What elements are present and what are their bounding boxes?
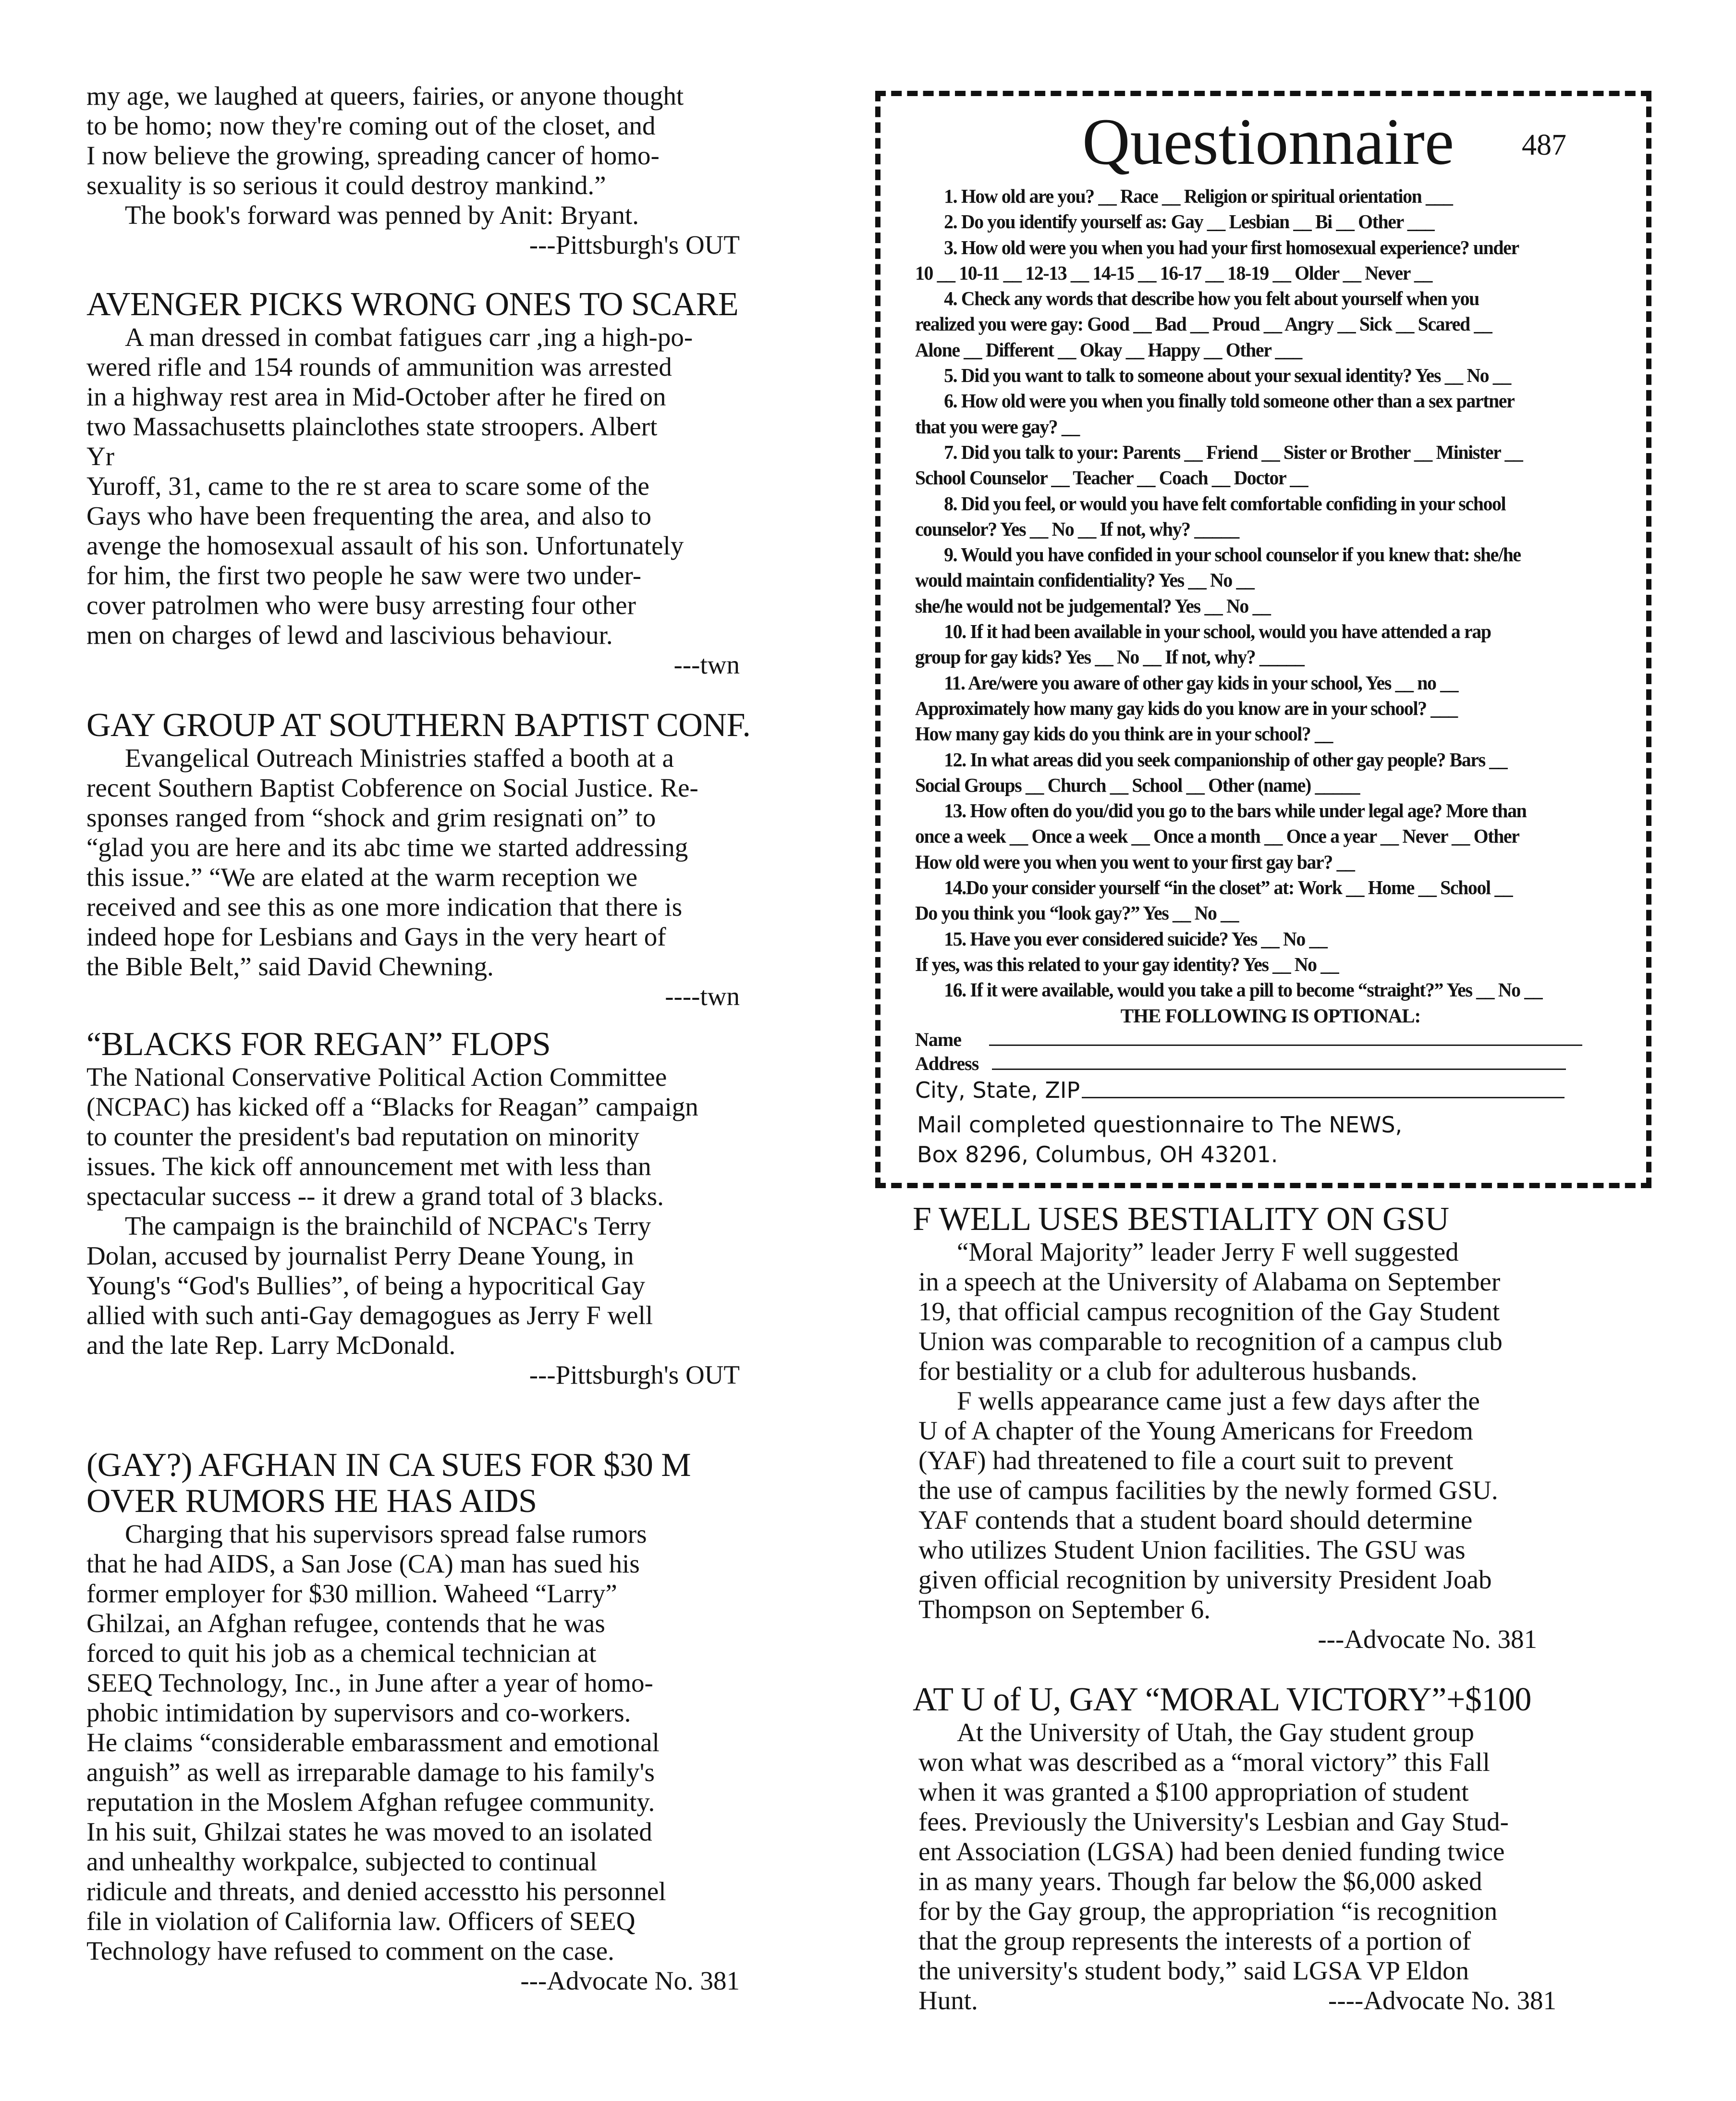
source-credit: ---Pittsburgh's OUT — [529, 230, 740, 259]
text-line: U of A chapter of the Young Americans for Freedom — [918, 1416, 1473, 1445]
question-line: Alone __ Different __ Okay __ Happy __ Other ___ — [915, 338, 1302, 361]
question-line: 12. In what areas did you seek companionship of other gay people? Bars __ — [944, 748, 1507, 771]
name-field[interactable] — [915, 1028, 1582, 1051]
headline: AVENGER PICKS WRONG ONES TO SCARE — [86, 286, 739, 323]
paragraph — [86, 322, 855, 650]
question-line: realized you were gay: Good __ Bad __ Proud __ Angry __ Sick __ Scared __ — [915, 313, 1492, 335]
text-line: spectacular success -- it drew a grand total of 3 blacks. — [86, 1181, 664, 1211]
headline: (GAY?) AFGHAN IN CA SUES FOR $30 M — [86, 1447, 691, 1484]
text-line: and unhealthy workpalce, subjected to continual — [86, 1847, 597, 1876]
text-line: Dolan, accused by journalist Perry Deane Young, in — [86, 1241, 634, 1270]
text-line: The book's forward was penned by Anit: Bryant. — [125, 200, 639, 230]
article-avenger — [86, 286, 855, 680]
text-line: this issue.” “We are elated at the warm reception we — [86, 862, 637, 892]
question-line: 7. Did you talk to your: Parents __ Friend __ Sister or Brother __ Minister __ — [944, 441, 1523, 463]
address-label: Address — [915, 1053, 979, 1074]
headline: GAY GROUP AT SOUTHERN BAPTIST CONF. — [86, 707, 751, 744]
text-line: allied with such anti-Gay demagogues as Jerry F well — [86, 1301, 653, 1330]
question-item — [915, 875, 1626, 926]
text-line: The National Conservative Political Action Committee — [86, 1062, 667, 1092]
question-line: once a week __ Once a week __ Once a month __ Once a year __ Never __ Other — [915, 825, 1519, 848]
source-credit: ----Advocate No. 381 — [1328, 1986, 1556, 2015]
text-line: for bestiality or a club for adulterous husbands. — [918, 1356, 1418, 1386]
questionnaire-questions — [915, 184, 1626, 1029]
text-line: sexuality is so serious it could destroy mankind.” — [86, 171, 606, 200]
question-line: 10 __ 10-11 __ 12-13 __ 14-15 __ 16-17 __ 18-19 __ Older __ Never __ — [915, 261, 1432, 284]
text-line: in as many years. Though far below the $6,000 asked — [918, 1867, 1482, 1896]
page-number: 487 — [1522, 129, 1566, 161]
text-line: issues. The kick off announcement met with less than — [86, 1152, 651, 1181]
question-line: 11. Are/were you aware of other gay kids in your school, Yes __ no __ — [944, 671, 1458, 694]
text-line: the university's student body,” said LGSA VP Eldon — [918, 1956, 1469, 1985]
text-line: wered rifle and 154 rounds of ammunition was arrested — [86, 352, 672, 381]
paragraph — [86, 1519, 855, 1966]
question-line: she/he would not be judgemental? Yes __ No __ — [915, 594, 1271, 617]
article-blacks-for-reagan — [86, 1026, 855, 1390]
address-field[interactable] — [915, 1052, 1566, 1075]
paragraph — [86, 1211, 855, 1360]
text-line: the Bible Belt,” said David Chewning. — [86, 952, 494, 981]
text-line: two Massachusetts plainclothes state stroopers. Albert — [86, 412, 658, 441]
headline: AT U of U, GAY “MORAL VICTORY”+$100 — [913, 1681, 1531, 1718]
text-line: that the group represents the interests of a portion of — [918, 1926, 1471, 1955]
questionnaire-title: Questionnaire — [1082, 105, 1455, 178]
question-line: 2. Do you identify yourself as: Gay __ Lesbian __ Bi __ Other ___ — [944, 210, 1434, 233]
text-line: ridicule and threats, and denied accesstto his personnel — [86, 1877, 666, 1906]
article-intro-continuation — [86, 81, 855, 260]
text-line: A man dressed in combat fatigues carr ,ing a high-po- — [125, 322, 693, 352]
text-line: to counter the president's bad reputation on minority — [86, 1122, 639, 1151]
text-line: my age, we laughed at queers, fairies, or anyone thought — [86, 81, 684, 111]
city-state-zip-field[interactable] — [915, 1077, 1565, 1103]
text-line: I now believe the growing, spreading cancer of homo- — [86, 141, 660, 170]
text-line: Ghilzai, an Afghan refugee, contends that he was — [86, 1609, 605, 1638]
text-line: recent Southern Baptist Cobference on Social Justice. Re- — [86, 773, 698, 802]
question-line: would maintain confidentiality? Yes __ No __ — [915, 569, 1254, 591]
paragraph — [86, 743, 855, 982]
source-credit: ---Advocate No. 381 — [520, 1966, 740, 1995]
text-line: Yuroff, 31, came to the re st area to scare some of the — [86, 471, 649, 501]
text-line: won what was described as a “moral victory” this Fall — [918, 1747, 1490, 1777]
text-line: The campaign is the brainchild of NCPAC's Terry — [125, 1211, 651, 1241]
text-line: 19, that official campus recognition of the Gay Student — [918, 1297, 1500, 1326]
text-line: received and see this as one more indication that there is — [86, 892, 683, 921]
question-line: Approximately how many gay kids do you know are in your school? ___ — [915, 697, 1457, 719]
question-line: 14.Do your consider yourself “in the closet” at: Work __ Home __ School __ — [944, 876, 1513, 899]
question-line: 4. Check any words that describe how you felt about yourself when you — [944, 287, 1479, 310]
text-line: In his suit, Ghilzai states he was moved to an isolated — [86, 1817, 652, 1846]
question-item — [915, 747, 1626, 799]
question-line: Do you think you “look gay?” Yes __ No __ — [915, 902, 1239, 924]
questionnaire-box — [875, 91, 1651, 1188]
text-line: phobic intimidation by supervisors and co-workers. — [86, 1698, 631, 1727]
text-line: men on charges of lewd and lascivious behaviour. — [86, 620, 613, 650]
question-item — [915, 286, 1626, 363]
article-body — [86, 1062, 855, 1360]
mail-address: Box 8296, Columbus, OH 43201. — [917, 1142, 1278, 1167]
text-line: Hunt. — [918, 1986, 978, 2015]
text-line: forced to quit his job as a chemical technician at — [86, 1638, 597, 1668]
text-line: sponses ranged from “shock and grim resignati on” to — [86, 803, 656, 832]
text-line: file in violation of California law. Officers of SEEQ — [86, 1906, 636, 1936]
text-line: indeed hope for Lesbians and Gays in the very heart of — [86, 922, 666, 951]
question-item — [915, 670, 1626, 747]
question-line: School Counselor __ Teacher __ Coach __ Doctor __ — [915, 467, 1308, 489]
text-line: Technology have refused to comment on the case. — [86, 1936, 614, 1966]
text-line: ent Association (LGSA) had been denied funding twice — [918, 1837, 1505, 1866]
headline: “BLACKS FOR REGAN” FLOPS — [86, 1026, 551, 1063]
paragraph — [86, 81, 855, 200]
question-item — [915, 209, 1626, 234]
question-line: that you were gay? __ — [915, 415, 1079, 438]
question-line: counselor? Yes __ No __ If not, why? _____ — [915, 517, 1239, 540]
question-item — [915, 798, 1626, 875]
question-item — [915, 926, 1626, 978]
article-utah-moral-victory — [913, 1682, 1652, 2015]
question-line: 3. How old were you when you had your first homosexual experience? under — [944, 236, 1519, 258]
question-line: 10. If it had been available in your school, would you have attended a rap — [944, 620, 1491, 643]
question-line: 5. Did you want to talk to someone about your sexual identity? Yes __ No __ — [944, 364, 1511, 387]
text-line: former employer for $30 million. Waheed “Larry” — [86, 1579, 617, 1608]
question-line: How many gay kids do you think are in your school? __ — [915, 723, 1333, 745]
text-line: Thompson on September 6. — [918, 1595, 1210, 1624]
optional-heading: THE FOLLOWING IS OPTIONAL: — [1120, 1004, 1421, 1027]
question-item — [915, 977, 1626, 1003]
paragraph — [918, 1237, 1652, 1386]
headline: OVER RUMORS HE HAS AIDS — [86, 1483, 537, 1520]
article-afghan-lawsuit — [86, 1447, 855, 1996]
text-line: Gays who have been frequenting the area, and also to — [86, 501, 651, 530]
text-line: cover patrolmen who were busy arresting four other — [86, 590, 636, 620]
city-state-zip-label: City, State, ZIP — [915, 1077, 1080, 1103]
address-blank[interactable] — [992, 1069, 1566, 1070]
text-line: given official recognition by university President Joab — [918, 1565, 1492, 1594]
article-gay-group-baptist — [86, 707, 855, 1011]
city-state-zip-blank[interactable] — [1082, 1097, 1565, 1098]
text-line: the use of campus facilities by the newly formed GSU. — [918, 1475, 1498, 1505]
question-line: 8. Did you feel, or would you have felt comfortable confiding in your school — [944, 492, 1506, 515]
text-line: “glad you are here and its abc time we started addressing — [86, 833, 688, 862]
question-line: Social Groups __ Church __ School __ Other (name) _____ — [915, 774, 1360, 796]
text-line: for him, the first two people he saw were two under- — [86, 561, 642, 590]
question-line: 15. Have you ever considered suicide? Yes __ No __ — [944, 927, 1327, 950]
article-body — [86, 322, 855, 650]
question-line: 1. How old are you? __ Race __ Religion or spiritual orientation ___ — [944, 185, 1453, 207]
question-line: How old were you when you went to your first gay bar? __ — [915, 850, 1355, 873]
question-item — [915, 542, 1626, 619]
article-body — [86, 743, 855, 982]
question-item — [915, 619, 1626, 670]
text-line: that he had AIDS, a San Jose (CA) man has sued his — [86, 1549, 640, 1578]
question-line: 9. Would you have confided in your school counselor if you knew that: she/he — [944, 543, 1521, 566]
text-line: fees. Previously the University's Lesbian and Gay Stud- — [918, 1807, 1509, 1836]
source-credit: ---Advocate No. 381 — [1318, 1624, 1537, 1654]
text-line: for by the Gay group, the appropriation “is recognition — [918, 1896, 1498, 1926]
question-line: group for gay kids? Yes __ No __ If not, why? _____ — [915, 646, 1304, 668]
article-falwell-gsu — [913, 1201, 1652, 1654]
source-credit: ---Pittsburgh's OUT — [529, 1360, 740, 1389]
text-line: in a highway rest area in Mid-October after he fired on — [86, 382, 666, 411]
text-line: Yr — [86, 442, 115, 471]
article-body — [86, 1519, 855, 1966]
text-line: reputation in the Moslem Afghan refugee community. — [86, 1787, 655, 1817]
text-line: F wells appearance came just a few days after the — [957, 1386, 1480, 1415]
text-line: and the late Rep. Larry McDonald. — [86, 1330, 456, 1360]
question-item — [915, 440, 1626, 491]
paragraph — [918, 1386, 1652, 1624]
source-credit: ----twn — [665, 982, 740, 1011]
text-line: who utilizes Student Union facilities. The GSU was — [918, 1535, 1466, 1564]
text-line: to be homo; now they're coming out of the closet, and — [86, 111, 656, 140]
name-blank[interactable] — [989, 1044, 1582, 1046]
question-item — [915, 184, 1626, 209]
text-line: Union was comparable to recognition of a campus club — [918, 1327, 1503, 1356]
paragraph — [918, 1718, 1652, 2015]
question-item — [915, 491, 1626, 542]
question-item — [915, 235, 1626, 286]
text-line: (YAF) had threatened to file a court suit to prevent — [918, 1446, 1454, 1475]
article-body — [86, 81, 855, 230]
text-line: avenge the homosexual assault of his son. Unfortunately — [86, 531, 684, 560]
text-line: anguish” as well as irreparable damage to his family's — [86, 1757, 655, 1787]
text-line: Charging that his supervisors spread false rumors — [125, 1519, 647, 1548]
headline: F WELL USES BESTIALITY ON GSU — [913, 1201, 1449, 1238]
text-line: in a speech at the University of Alabama on September — [918, 1267, 1501, 1296]
question-line: 13. How often do you/did you go to the bars while under legal age? More than — [944, 799, 1527, 822]
article-body — [913, 1237, 1652, 1624]
article-body — [913, 1718, 1652, 2015]
text-line: when it was granted a $100 appropriation of student — [918, 1777, 1469, 1806]
question-item — [915, 388, 1626, 440]
text-line: SEEQ Technology, Inc., in June after a year of homo- — [86, 1668, 653, 1697]
source-credit: ---twn — [673, 650, 740, 679]
text-line: Young's “God's Bullies”, of being a hypocritical Gay — [86, 1271, 645, 1300]
text-line: YAF contends that a student board should determine — [918, 1505, 1473, 1535]
question-item — [915, 363, 1626, 388]
text-line: At the University of Utah, the Gay student group — [957, 1718, 1474, 1747]
paragraph — [86, 1062, 855, 1211]
name-label: Name — [915, 1029, 961, 1050]
text-line: He claims “considerable embarassment and emotional — [86, 1728, 660, 1757]
question-line: If yes, was this related to your gay identity? Yes __ No __ — [915, 953, 1339, 975]
paragraph — [86, 200, 855, 230]
question-line: 6. How old were you when you finally told someone other than a sex partner — [944, 390, 1515, 412]
text-line: “Moral Majority” leader Jerry F well suggested — [957, 1237, 1459, 1266]
text-line: Evangelical Outreach Ministries staffed a booth at a — [125, 743, 674, 773]
text-line: (NCPAC) has kicked off a “Blacks for Reagan” campaign — [86, 1092, 698, 1121]
mail-instructions: Mail completed questionnaire to The NEWS, — [917, 1112, 1403, 1138]
question-line: 16. If it were available, would you take a pill to become “straight?” Yes __ No __ — [944, 979, 1542, 1001]
